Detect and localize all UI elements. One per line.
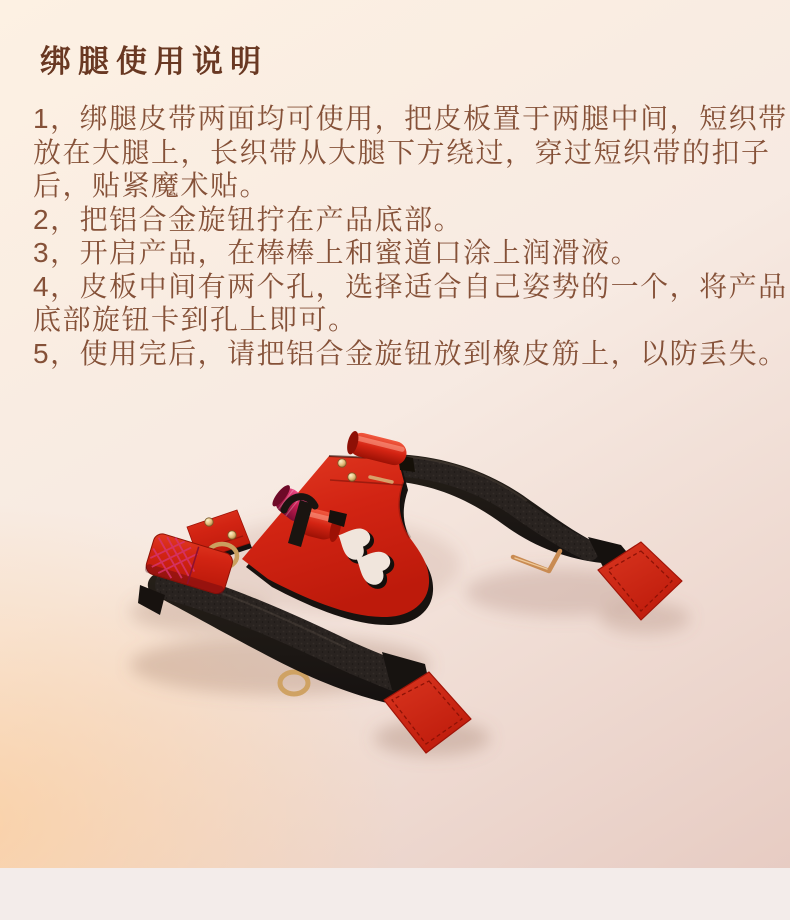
heart-hole-icon [332, 521, 377, 567]
next-section-strip [0, 868, 790, 920]
rubber-band-icon [284, 497, 315, 547]
instruction-line: 后，贴紧魔术贴。 [33, 170, 270, 201]
instruction-line: 1，绑腿皮带两面均可使用，把皮板置于两腿中间，短织带 [33, 103, 788, 134]
instruction-list [33, 102, 788, 370]
long-strap-red-tip [384, 672, 471, 753]
page-title: 绑腿使用说明 [40, 44, 268, 79]
short-strap-fold [588, 537, 645, 574]
rivet-icon [338, 459, 356, 481]
top-roll [345, 430, 415, 482]
instruction-line: 3，开启产品，在棒棒上和蜜道口涂上润滑液。 [33, 237, 641, 268]
short-strap [393, 454, 604, 563]
rivet-icon [228, 531, 236, 539]
instruction-line: 底部旋钮卡到孔上即可。 [33, 304, 358, 335]
aluminium-knob [270, 483, 347, 547]
heart-hole-icon [349, 543, 397, 592]
left-buckle [138, 510, 252, 615]
stitched-strap-end [144, 532, 235, 596]
instruction-line: 放在大腿上，长织带从大腿下方绕过，穿过短织带的扣子 [33, 136, 771, 168]
short-strap-red-tip [598, 542, 682, 620]
ring-icon [207, 544, 237, 568]
leather-plate [242, 456, 433, 625]
instruction-line: 2，把铝合金旋钮拧在产品底部。 [33, 203, 464, 235]
rivet-icon [205, 518, 213, 526]
long-strap-fold [382, 652, 433, 700]
d-ring-icon [280, 672, 308, 694]
product-shadow [130, 517, 690, 756]
instruction-line: 4，皮板中间有两个孔，选择适合自己姿势的一个，将产品 [33, 270, 788, 302]
copper-buckle-icon [513, 551, 560, 571]
long-strap [148, 572, 413, 706]
instruction-line: 5，使用完后，请把铝合金旋钮放到橡皮筋上，以防丢失。 [33, 337, 788, 369]
